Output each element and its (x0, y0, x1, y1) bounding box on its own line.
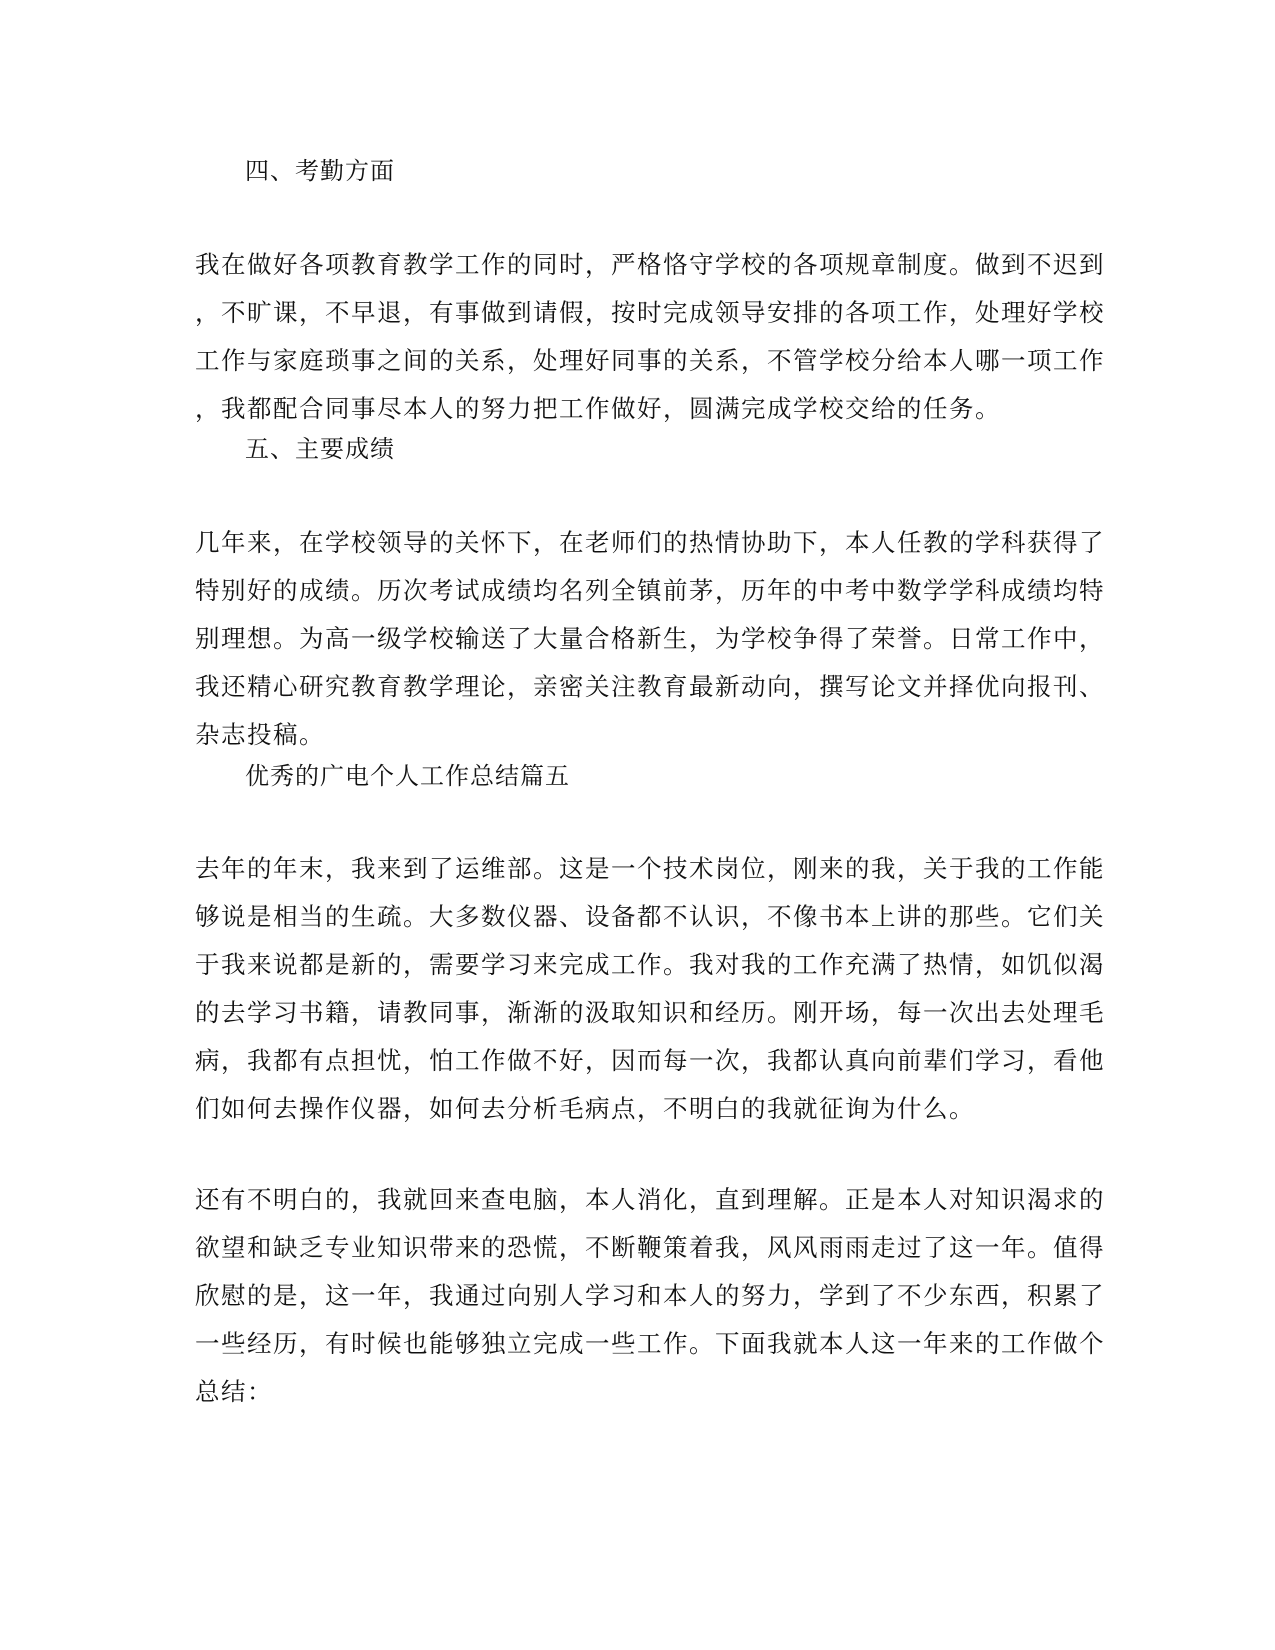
paragraph-summary (195, 1176, 1105, 1416)
paragraph-line: 够说是相当的生疏。大多数仪器、设备都不认识，不像书本上讲的那些。它们关 (195, 902, 1105, 931)
paragraph-line: 总结： (195, 1377, 273, 1406)
paragraph-line: 于我来说都是新的，需要学习来完成工作。我对我的工作充满了热情，如饥似渴 (195, 950, 1105, 979)
paragraph-line: 我还精心研究教育教学理论，亲密关注教育最新动向，撰写论文并择优向报刊、 (195, 672, 1105, 701)
section-heading-achievements: 五、主要成绩 (245, 435, 395, 463)
section-heading-attendance: 四、考勤方面 (245, 157, 395, 185)
paragraph-line: 还有不明白的，我就回来查电脑，本人消化，直到理解。正是本人对知识渴求的 (195, 1185, 1105, 1214)
paragraph-line: 的去学习书籍，请教同事，渐渐的汲取知识和经历。刚开场，每一次出去处理毛 (195, 998, 1105, 1027)
paragraph-line: 工作与家庭琐事之间的关系，处理好同事的关系，不管学校分给本人哪一项工作 (195, 346, 1105, 375)
paragraph-line: 几年来，在学校领导的关怀下，在老师们的热情协助下，本人任教的学科获得了 (195, 528, 1105, 557)
paragraph-line: 欲望和缺乏专业知识带来的恐慌，不断鞭策着我，风风雨雨走过了这一年。值得 (195, 1233, 1105, 1262)
paragraph-achievements (195, 519, 1105, 759)
paragraph-line: 们如何去操作仪器，如何去分析毛病点，不明白的我就征询为什么。 (195, 1094, 975, 1123)
paragraph-line: 特别好的成绩。历次考试成绩均名列全镇前茅，历年的中考中数学学科成绩均特 (195, 576, 1105, 605)
paragraph-line: 一些经历，有时候也能够独立完成一些工作。下面我就本人这一年来的工作做个 (195, 1329, 1105, 1358)
paragraph-line: 去年的年末，我来到了运维部。这是一个技术岗位，刚来的我，关于我的工作能 (195, 854, 1105, 883)
paragraph-line: ，我都配合同事尽本人的努力把工作做好，圆满完成学校交给的任务。 (195, 394, 1001, 423)
paragraph-line: ，不旷课，不早退，有事做到请假，按时完成领导安排的各项工作，处理好学校 (195, 298, 1105, 327)
paragraph-attendance (195, 241, 1105, 433)
paragraph-line: 欣慰的是，这一年，我通过向别人学习和本人的努力，学到了不少东西，积累了 (195, 1281, 1105, 1310)
paragraph-line: 别理想。为高一级学校输送了大量合格新生，为学校争得了荣誉。日常工作中， (195, 624, 1105, 653)
paragraph-line: 我在做好各项教育教学工作的同时，严格恪守学校的各项规章制度。做到不迟到 (195, 250, 1105, 279)
paragraph-line: 病，我都有点担忧，怕工作做不好，因而每一次，我都认真向前辈们学习，看他 (195, 1046, 1105, 1075)
section-heading-article-title: 优秀的广电个人工作总结篇五 (245, 762, 570, 790)
paragraph-line: 杂志投稿。 (195, 720, 325, 749)
paragraph-intro (195, 845, 1105, 1133)
